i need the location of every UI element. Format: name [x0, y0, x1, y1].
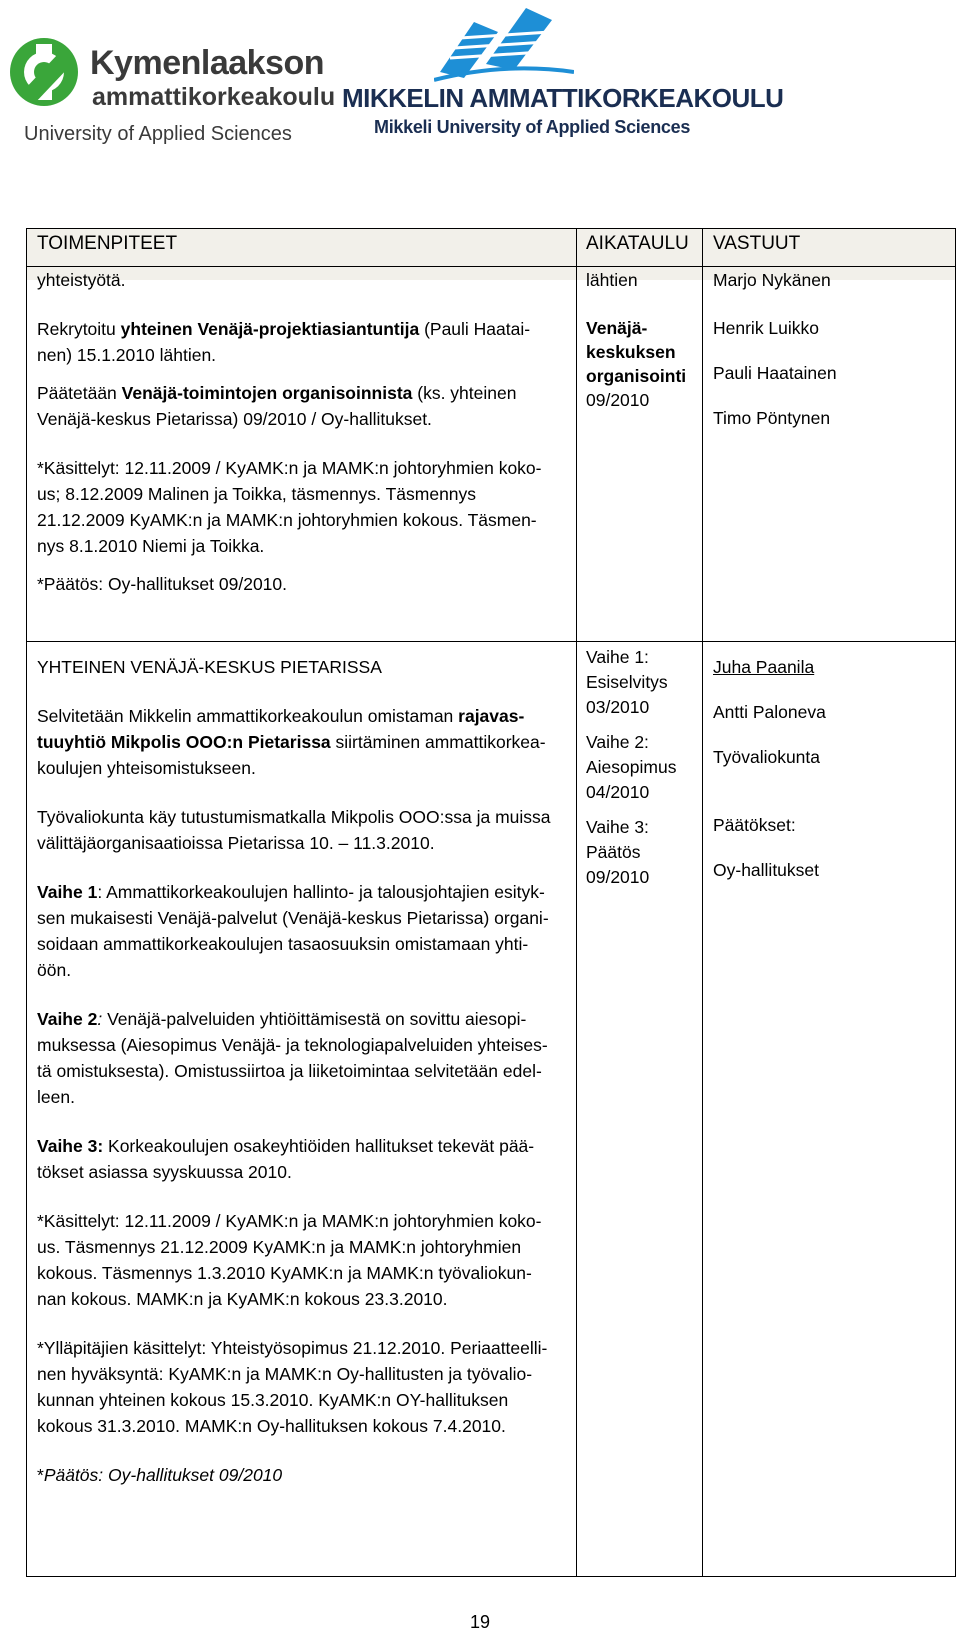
row2-phase1-paragraph: Vaihe 1: Ammattikorkeakoulujen hallinto- ja talousjohtajien esityk- sen mukaisesti Venäjä-palvelut (Venäjä-keskus Pietarissa) organi- soidaan ammattikorkeakoulujen tasaosuuksin omistamaan yhti- öön. — [37, 882, 549, 980]
kyamk-logo-title: Kymenlaakson — [90, 44, 324, 82]
row2-processing-paragraph: *Käsittelyt: 12.11.2009 / KyAMK:n ja MAMK:n johtoryhmien koko- us. Täsmennys 21.12.2009 KyAMK:n ja MAMK:n johtoryhmien kokous. Täsmennys 1.3.2010 KyAMK:n ja MAMK:n työvaliokun- nan kokous. MAMK:n ja KyAMK:n kokous 23.3.2010. — [37, 1211, 542, 1309]
page-number: 19 — [469, 1612, 491, 1632]
row1-actions — [37, 267, 567, 597]
row1-continuation: yhteistyötä. — [37, 270, 126, 290]
row1-recruitment-paragraph: Rekrytoitu yhteinen Venäjä-projektiasiantuntija (Pauli Haatai- nen) 15.1.2010 lähtien. — [37, 319, 531, 365]
row1-decision: *Päätös: Oy-hallitukset 09/2010. — [37, 574, 288, 594]
responsible-name: Timo Pöntynen — [713, 408, 831, 428]
kyamk-emblem-icon — [6, 32, 84, 122]
row2-survey-paragraph: Selvitetään Mikkelin ammattikorkeakoulun omistaman rajavas- tuuyhtiö Mikpolis OOO:n Pietarissa siirtäminen ammattikorkea- koulujen yhteisomistukseen. — [37, 706, 546, 778]
row2-responsible-list — [713, 645, 943, 780]
kyamk-logo-subtitle: ammattikorkeakoulu — [92, 83, 336, 111]
responsible-name: Työvaliokunta — [713, 747, 821, 767]
decision-label: Päätökset: — [713, 815, 796, 835]
row1-responsibles — [713, 267, 943, 441]
actions-table — [26, 228, 956, 1577]
responsible-name: Pauli Haatainen — [713, 363, 837, 383]
mamk-waves-icon — [434, 2, 574, 82]
row1-processing-paragraph: *Käsittelyt: 12.11.2009 / KyAMK:n ja MAMK:n johtoryhmien koko- us; 8.12.2009 Malinen ja Toikka, täsmennys. Täsmennys 21.12.2009 KyAMK:n ja MAMK:n johtoryhmien kokous. Täsmen- nys 8.1.2010 Niemi ja Toikka. — [37, 458, 542, 556]
responsible-name: Marjo Nykänen — [713, 270, 831, 290]
row1-responsible-list — [713, 306, 943, 441]
mamk-logo-english: Mikkeli University of Applied Sciences — [374, 117, 691, 137]
row2-actions — [37, 654, 567, 1488]
responsible-name: Juha Paanila — [713, 657, 815, 677]
row1-organisation-paragraph: Päätetään Venäjä-toimintojen organisoinnista (ks. yhteinen Venäjä-keskus Pietarissa) 09/2010 / Oy-hallitukset. — [37, 383, 517, 429]
row1-schedule-item: Venäjä- keskuksen organisointi 09/2010 — [586, 318, 687, 410]
responsible-name: Henrik Luikko — [713, 318, 820, 338]
row2-schedule — [586, 645, 696, 890]
decision-value: Oy-hallitukset — [713, 860, 820, 880]
mamk-logo — [342, 0, 784, 150]
row2-responsibles — [713, 645, 943, 893]
phase2-schedule: Vaihe 2: Aiesopimus 04/2010 — [586, 732, 677, 802]
row2-maintainers-paragraph: *Ylläpitäjien käsittelyt: Yhteistyösopimus 21.12.2010. Periaatteelli- nen hyväksyntä: KyAMK:n ja MAMK:n Oy-hallitusten ja työvalio- kunnan yhteinen kokous 15.3.2010. KyAMK:n OY-hallituksen kokous 31.3.2010. MAMK:n Oy-hallituksen kokous 7.4.2010. — [37, 1338, 548, 1436]
row2-phase3-paragraph: Vaihe 3: Korkeakoulujen osakeyhtiöiden hallitukset tekevät pää- tökset asiassa syyskuussa 2010. — [37, 1136, 535, 1182]
row2-decision: *Päätös: Oy-hallitukset 09/2010 — [37, 1465, 283, 1485]
kyamk-logo — [6, 28, 336, 148]
mamk-logo-title: MIKKELIN AMMATTIKORKEAKOULU — [342, 83, 784, 113]
row1-schedule-continuation: lähtien — [586, 270, 638, 290]
header-aikataulu: AIKATAULU — [586, 233, 689, 254]
responsible-name: Antti Paloneva — [713, 702, 826, 722]
row2-phase2-paragraph: Vaihe 2: Venäjä-palveluiden yhtiöittämisestä on sovittu aiesopi- muksessa (Aiesopimus Venäjä- ja teknologiapalveluiden yhteises- tä omistuksesta). Omistussiirtoa ja liiketoimintaa selvitetään edel- leen. — [37, 1009, 548, 1107]
row2-study-trip-paragraph: Työvaliokunta käy tutustumismatkalla Mikpolis OOO:ssa ja muissa välittäjäorganisaatioissa Pietarissa 10. – 11.3.2010. — [37, 807, 551, 853]
row-divider — [27, 641, 955, 642]
phase1-schedule: Vaihe 1: Esiselvitys 03/2010 — [586, 647, 668, 717]
column-divider — [576, 229, 577, 1576]
phase3-schedule: Vaihe 3: Päätös 09/2010 — [586, 817, 650, 887]
kyamk-logo-english: University of Applied Sciences — [24, 123, 292, 145]
header-toimenpiteet: TOIMENPITEET — [37, 233, 178, 254]
row1-schedule — [586, 267, 696, 412]
header-vastuut: VASTUUT — [713, 233, 801, 254]
row2-title: YHTEINEN VENÄJÄ-KESKUS PIETARISSA — [37, 657, 382, 677]
column-divider — [702, 229, 703, 1576]
